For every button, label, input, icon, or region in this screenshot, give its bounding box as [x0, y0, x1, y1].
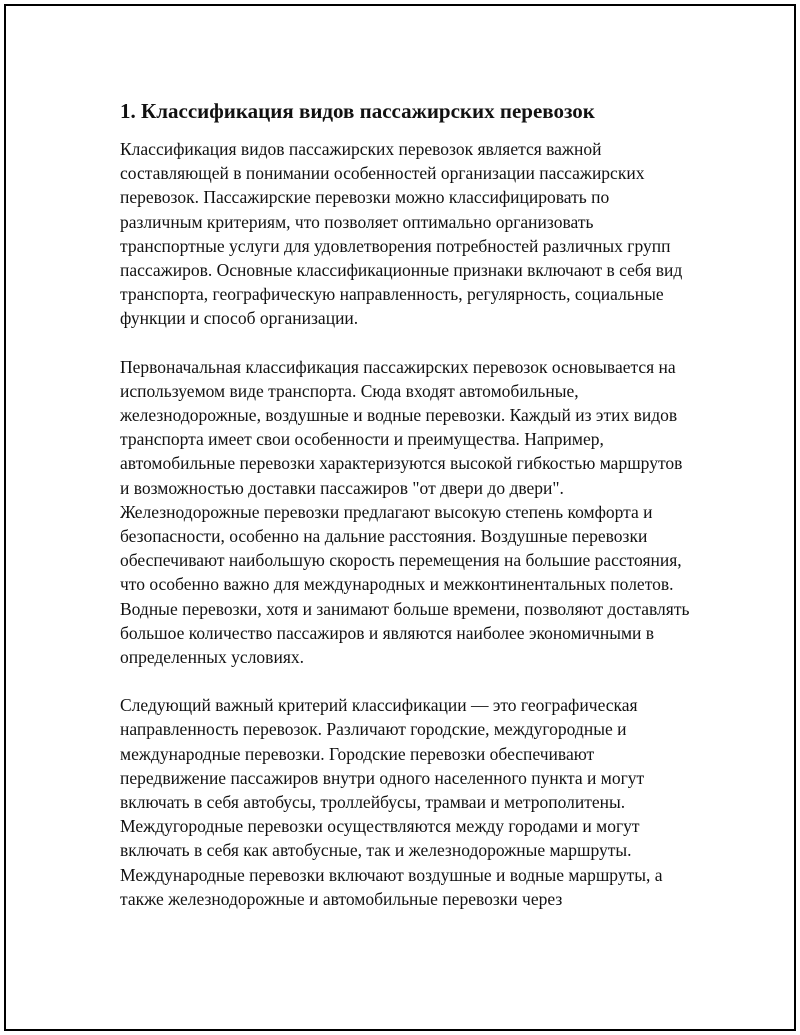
section-heading: 1. Классификация видов пассажирских перевозок [120, 99, 595, 123]
document-body [120, 97, 695, 911]
paragraph-3: Следующий важный критерий классификации — это географическая направленность перевозок. Различают городские, междугородные и международные перевозки. Городские перевозки обеспечивают передвижение пассажиров внутри одного населенного пункта и могут включать в себя автобусы, троллейбусы, трамваи и метрополитены. Междугородные перевозки осуществляются между городами и могут включать в себя как автобусные, так и железнодорожные маршруты. Международные перевозки включают воздушные и водные маршруты, а также железнодорожные и автомобильные перевозки через [120, 695, 663, 909]
page-frame [4, 4, 796, 1031]
paragraph-1: Классификация видов пассажирских перевозок является важной составляющей в понимании особенностей организации пассажирских перевозок. Пассажирские перевозки можно классифицировать по различным критериям, что позволяет оптимально организовать транспортные услуги для удовлетворения потребностей различных групп пассажиров. Основные классификационные признаки включают в себя вид транспорта, географическую направленность, регулярность, социальные функции и способ организации. [120, 139, 683, 329]
paragraph-2: Первоначальная классификация пассажирских перевозок основывается на используемом виде транспорта. Сюда входят автомобильные, железнодорожные, воздушные и водные перевозки. Каждый из этих видов транспорта имеет свои особенности и преимущества. Например, автомобильные перевозки характеризуются высокой гибкостью маршрутов и возможностью доставки пассажиров "от двери до двери". Железнодорожные перевозки предлагают высокую степень комфорта и безопасности, особенно на дальние расстояния. Воздушные перевозки обеспечивают наибольшую скорость перемещения на большие расстояния, что особенно важно для международных и межконтинентальных полетов. Водные перевозки, хотя и занимают больше времени, позволяют доставлять большое количество пассажиров и являются наиболее экономичными в определенных условиях. [120, 356, 690, 668]
